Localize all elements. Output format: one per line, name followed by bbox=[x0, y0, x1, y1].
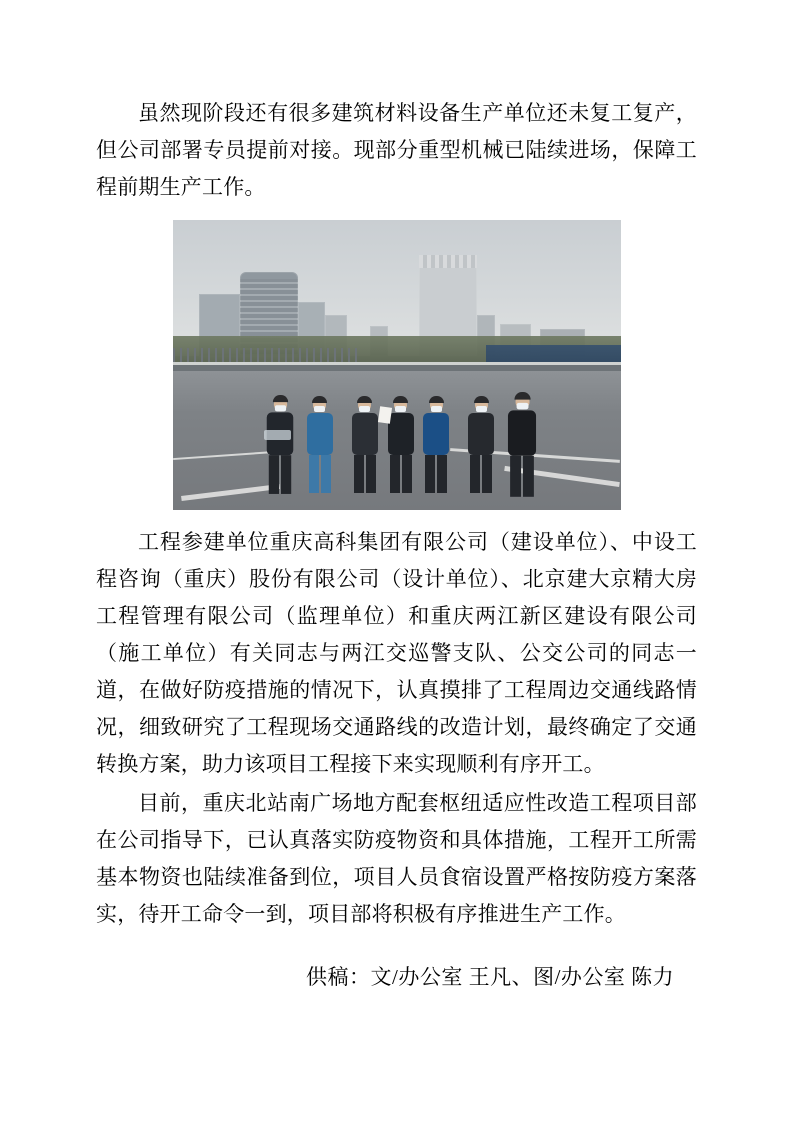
photo-person bbox=[507, 394, 535, 497]
paragraph-3: 目前，重庆北站南广场地方配套枢纽适应性改造工程项目部在公司指导下，已认真落实防疫物资和具体措施，工程开工所需基本物资也陆续准备到位，项目人员食宿设置严格按防疫方案落实，待开工命令一到，项目部将积极有序推进生产工作。 bbox=[96, 791, 697, 926]
paragraph-1: 虽然现阶段还有很多建筑材料设备生产单位还未复工复产，但公司部署专员提前对接。现部分重型机械已陆续进场，保障工程前期生产工作。 bbox=[96, 101, 697, 199]
photo-person bbox=[266, 397, 293, 494]
contribution-signature: 供稿：文/办公室 王凡、图/办公室 陈力 bbox=[306, 965, 675, 989]
photo-person bbox=[352, 398, 378, 493]
paragraph-2: 工程参建单位重庆高科集团有限公司（建设单位）、中设工程咨询（重庆）股份有限公司（设计单位）、北京建大京精大房工程管理有限公司（监理单位）和重庆两江新区建设有限公司（施工单位）有关同志与两江交巡警支队、公交公司的同志一道，在做好防疫措施的情况下，认真摸排了工程周边交通线路情况，细致研究了工程现场交通路线的改造计划，最终确定了交通转换方案，助力该项目工程接下来实现顺利有序开工。 bbox=[96, 530, 697, 776]
photo-person-vest bbox=[264, 430, 291, 440]
figure-container bbox=[96, 220, 697, 510]
photo-street-inspection bbox=[173, 220, 621, 510]
photo-document-held bbox=[378, 406, 392, 424]
photo-person bbox=[307, 398, 333, 493]
photo-person bbox=[468, 398, 494, 493]
photo-lane-marking bbox=[182, 484, 280, 501]
photo-person bbox=[423, 398, 449, 493]
